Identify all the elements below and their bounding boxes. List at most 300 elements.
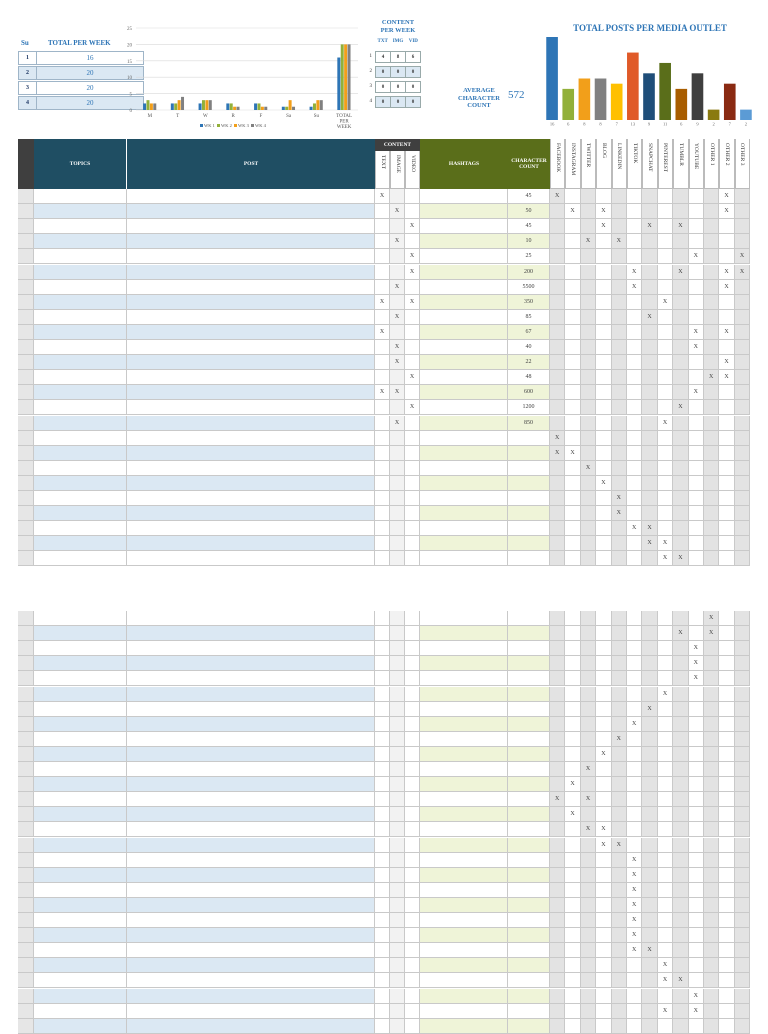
outlet-cell[interactable] [735,868,750,882]
outlet-cell[interactable] [704,671,719,685]
post-cell[interactable] [127,506,375,520]
post-cell[interactable] [127,943,375,957]
outlet-cell[interactable] [704,431,719,445]
text-cell[interactable] [375,536,390,550]
image-cell[interactable] [390,656,405,670]
topic-cell[interactable] [34,732,127,746]
hashtags-cell[interactable] [420,717,508,731]
text-cell[interactable] [375,249,390,263]
outlet-cell[interactable] [596,461,611,475]
outlet-cell[interactable] [581,913,596,927]
outlet-cell[interactable] [565,536,580,550]
image-cell[interactable] [390,611,405,625]
topic-cell[interactable] [34,249,127,263]
outlet-cell[interactable] [704,295,719,309]
outlet-cell[interactable] [596,641,611,655]
outlet-cell[interactable] [704,551,719,565]
topic-cell[interactable] [34,461,127,475]
outlet-cell[interactable]: X [627,913,642,927]
outlet-cell[interactable] [627,551,642,565]
outlet-cell[interactable] [565,265,580,279]
hashtags-cell[interactable] [420,325,508,339]
outlet-cell[interactable] [735,671,750,685]
text-cell[interactable] [375,1019,390,1033]
text-cell[interactable] [375,461,390,475]
outlet-cell[interactable] [704,853,719,867]
outlet-cell[interactable] [719,928,734,942]
outlet-cell[interactable] [596,913,611,927]
text-cell[interactable] [375,626,390,640]
outlet-cell[interactable] [550,671,565,685]
topic-cell[interactable] [34,807,127,821]
outlet-cell[interactable] [704,219,719,233]
outlet-cell[interactable] [627,204,642,218]
text-cell[interactable] [375,370,390,384]
outlet-cell[interactable]: X [565,777,580,791]
post-cell[interactable] [127,838,375,852]
outlet-cell[interactable] [735,883,750,897]
outlet-cell[interactable] [642,400,657,414]
outlet-cell[interactable] [658,340,673,354]
outlet-cell[interactable] [550,656,565,670]
outlet-cell[interactable] [581,189,596,203]
outlet-cell[interactable] [719,521,734,535]
hashtags-cell[interactable] [420,656,508,670]
outlet-cell[interactable] [735,732,750,746]
outlet-cell[interactable] [658,883,673,897]
video-cell[interactable] [405,431,420,445]
topic-cell[interactable] [34,1019,127,1033]
text-cell[interactable] [375,521,390,535]
video-cell[interactable] [405,898,420,912]
outlet-cell[interactable] [565,476,580,490]
video-cell[interactable]: X [405,370,420,384]
video-cell[interactable] [405,973,420,987]
post-cell[interactable] [127,370,375,384]
text-cell[interactable] [375,868,390,882]
topic-cell[interactable] [34,340,127,354]
character-count-cell[interactable] [508,958,550,972]
outlet-cell[interactable] [627,1019,642,1033]
outlet-cell[interactable] [612,928,627,942]
hashtags-cell[interactable] [420,491,508,505]
outlet-cell[interactable] [627,958,642,972]
outlet-cell[interactable] [719,747,734,761]
outlet-cell[interactable] [565,1019,580,1033]
outlet-cell[interactable] [596,928,611,942]
post-cell[interactable] [127,777,375,791]
text-cell[interactable] [375,1004,390,1018]
outlet-cell[interactable] [642,883,657,897]
outlet-cell[interactable] [689,280,704,294]
character-count-cell[interactable]: 40 [508,340,550,354]
video-cell[interactable] [405,868,420,882]
video-cell[interactable] [405,446,420,460]
outlet-cell[interactable] [596,611,611,625]
outlet-cell[interactable] [642,295,657,309]
outlet-cell[interactable] [627,611,642,625]
outlet-cell[interactable] [565,989,580,1003]
hashtags-cell[interactable] [420,280,508,294]
outlet-cell[interactable] [704,355,719,369]
outlet-cell[interactable] [642,777,657,791]
outlet-cell[interactable] [627,370,642,384]
outlet-cell[interactable] [565,671,580,685]
outlet-cell[interactable] [704,506,719,520]
outlet-cell[interactable] [673,958,688,972]
outlet-cell[interactable] [704,1019,719,1033]
outlet-cell[interactable] [735,280,750,294]
video-cell[interactable] [405,913,420,927]
outlet-cell[interactable] [704,838,719,852]
outlet-cell[interactable] [550,416,565,430]
outlet-cell[interactable] [658,400,673,414]
outlet-cell[interactable] [673,416,688,430]
video-cell[interactable] [405,491,420,505]
outlet-cell[interactable] [689,1019,704,1033]
outlet-cell[interactable] [627,822,642,836]
outlet-cell[interactable] [735,234,750,248]
outlet-cell[interactable] [612,943,627,957]
outlet-cell[interactable] [719,792,734,806]
character-count-cell[interactable] [508,928,550,942]
text-cell[interactable] [375,822,390,836]
outlet-cell[interactable] [689,416,704,430]
image-cell[interactable] [390,762,405,776]
image-cell[interactable] [390,491,405,505]
outlet-cell[interactable] [642,551,657,565]
outlet-cell[interactable] [581,400,596,414]
video-cell[interactable] [405,325,420,339]
post-cell[interactable] [127,491,375,505]
outlet-cell[interactable] [658,491,673,505]
outlet-cell[interactable] [612,853,627,867]
outlet-cell[interactable] [612,626,627,640]
outlet-cell[interactable] [735,521,750,535]
outlet-cell[interactable] [612,868,627,882]
outlet-cell[interactable] [673,189,688,203]
outlet-cell[interactable] [565,385,580,399]
outlet-cell[interactable] [612,325,627,339]
hashtags-cell[interactable] [420,370,508,384]
post-cell[interactable] [127,446,375,460]
outlet-cell[interactable] [581,747,596,761]
post-cell[interactable] [127,476,375,490]
outlet-cell[interactable] [550,385,565,399]
outlet-cell[interactable] [565,973,580,987]
outlet-cell[interactable] [581,807,596,821]
outlet-cell[interactable] [658,943,673,957]
outlet-cell[interactable] [642,898,657,912]
outlet-cell[interactable] [689,521,704,535]
outlet-cell[interactable]: X [627,928,642,942]
outlet-cell[interactable] [627,249,642,263]
outlet-cell[interactable] [704,265,719,279]
character-count-cell[interactable] [508,506,550,520]
outlet-cell[interactable] [596,310,611,324]
outlet-cell[interactable] [596,626,611,640]
outlet-cell[interactable] [565,883,580,897]
outlet-cell[interactable] [550,687,565,701]
image-cell[interactable]: X [390,234,405,248]
text-cell[interactable] [375,913,390,927]
hashtags-cell[interactable] [420,626,508,640]
outlet-cell[interactable] [565,280,580,294]
outlet-cell[interactable] [565,355,580,369]
outlet-cell[interactable] [658,792,673,806]
outlet-cell[interactable] [596,265,611,279]
outlet-cell[interactable] [704,943,719,957]
video-cell[interactable]: X [405,400,420,414]
post-cell[interactable] [127,747,375,761]
character-count-cell[interactable] [508,943,550,957]
outlet-cell[interactable] [719,913,734,927]
character-count-cell[interactable]: 22 [508,355,550,369]
topic-cell[interactable] [34,400,127,414]
outlet-cell[interactable] [719,295,734,309]
topic-cell[interactable] [34,822,127,836]
outlet-cell[interactable] [550,868,565,882]
hashtags-cell[interactable] [420,762,508,776]
outlet-cell[interactable] [704,325,719,339]
outlet-cell[interactable]: X [596,204,611,218]
outlet-cell[interactable] [689,853,704,867]
outlet-cell[interactable] [596,189,611,203]
post-cell[interactable] [127,265,375,279]
text-cell[interactable] [375,656,390,670]
outlet-cell[interactable] [673,476,688,490]
outlet-cell[interactable] [642,265,657,279]
outlet-cell[interactable] [565,295,580,309]
outlet-cell[interactable] [689,973,704,987]
outlet-cell[interactable] [627,732,642,746]
topic-cell[interactable] [34,641,127,655]
outlet-cell[interactable] [627,762,642,776]
outlet-cell[interactable] [735,702,750,716]
outlet-cell[interactable] [627,491,642,505]
outlet-cell[interactable] [581,898,596,912]
outlet-cell[interactable]: X [658,958,673,972]
outlet-cell[interactable] [704,958,719,972]
outlet-cell[interactable] [550,400,565,414]
hashtags-cell[interactable] [420,295,508,309]
post-cell[interactable] [127,611,375,625]
outlet-cell[interactable] [719,898,734,912]
image-cell[interactable] [390,838,405,852]
image-cell[interactable] [390,219,405,233]
outlet-cell[interactable] [596,702,611,716]
video-cell[interactable] [405,732,420,746]
outlet-cell[interactable] [673,747,688,761]
post-cell[interactable] [127,416,375,430]
character-count-cell[interactable] [508,1019,550,1033]
outlet-cell[interactable] [565,400,580,414]
image-cell[interactable] [390,747,405,761]
video-cell[interactable] [405,792,420,806]
text-cell[interactable] [375,732,390,746]
video-cell[interactable]: X [405,295,420,309]
outlet-cell[interactable] [627,385,642,399]
outlet-cell[interactable] [658,385,673,399]
outlet-cell[interactable] [658,1019,673,1033]
post-cell[interactable] [127,853,375,867]
character-count-cell[interactable] [508,973,550,987]
outlet-cell[interactable] [581,687,596,701]
outlet-cell[interactable] [612,777,627,791]
outlet-cell[interactable] [565,461,580,475]
topic-cell[interactable] [34,883,127,897]
outlet-cell[interactable] [627,973,642,987]
outlet-cell[interactable] [565,626,580,640]
outlet-cell[interactable] [735,385,750,399]
outlet-cell[interactable] [719,416,734,430]
outlet-cell[interactable] [642,838,657,852]
outlet-cell[interactable] [596,958,611,972]
outlet-cell[interactable] [596,762,611,776]
outlet-cell[interactable] [735,204,750,218]
outlet-cell[interactable] [596,400,611,414]
outlet-cell[interactable] [550,898,565,912]
outlet-cell[interactable] [596,807,611,821]
video-cell[interactable]: X [405,249,420,263]
outlet-cell[interactable] [550,747,565,761]
outlet-cell[interactable] [550,521,565,535]
outlet-cell[interactable] [596,943,611,957]
outlet-cell[interactable] [596,506,611,520]
outlet-cell[interactable]: X [596,476,611,490]
outlet-cell[interactable] [550,838,565,852]
post-cell[interactable] [127,807,375,821]
outlet-cell[interactable]: X [689,671,704,685]
outlet-cell[interactable] [704,491,719,505]
post-cell[interactable] [127,325,375,339]
outlet-cell[interactable] [642,189,657,203]
outlet-cell[interactable] [550,958,565,972]
outlet-cell[interactable] [642,822,657,836]
character-count-cell[interactable] [508,822,550,836]
outlet-cell[interactable] [627,340,642,354]
text-cell[interactable] [375,551,390,565]
image-cell[interactable] [390,671,405,685]
hashtags-cell[interactable] [420,898,508,912]
outlet-cell[interactable] [719,807,734,821]
topic-cell[interactable] [34,898,127,912]
text-cell[interactable] [375,958,390,972]
outlet-cell[interactable] [596,1019,611,1033]
outlet-cell[interactable] [612,1019,627,1033]
text-cell[interactable] [375,400,390,414]
outlet-cell[interactable] [612,898,627,912]
hashtags-cell[interactable] [420,461,508,475]
outlet-cell[interactable]: X [673,219,688,233]
topic-cell[interactable] [34,385,127,399]
text-cell[interactable] [375,491,390,505]
post-cell[interactable] [127,641,375,655]
outlet-cell[interactable] [719,656,734,670]
topic-cell[interactable] [34,928,127,942]
outlet-cell[interactable] [596,355,611,369]
video-cell[interactable] [405,551,420,565]
outlet-cell[interactable] [565,219,580,233]
outlet-cell[interactable] [658,476,673,490]
outlet-cell[interactable] [550,717,565,731]
outlet-cell[interactable]: X [581,792,596,806]
character-count-cell[interactable]: 10 [508,234,550,248]
outlet-cell[interactable] [735,476,750,490]
character-count-cell[interactable] [508,491,550,505]
video-cell[interactable] [405,476,420,490]
topic-cell[interactable] [34,687,127,701]
character-count-cell[interactable]: 200 [508,265,550,279]
character-count-cell[interactable] [508,717,550,731]
outlet-cell[interactable] [673,536,688,550]
outlet-cell[interactable] [689,446,704,460]
outlet-cell[interactable] [642,747,657,761]
outlet-cell[interactable] [658,928,673,942]
video-cell[interactable] [405,204,420,218]
video-cell[interactable] [405,234,420,248]
outlet-cell[interactable] [596,687,611,701]
topic-cell[interactable] [34,310,127,324]
text-cell[interactable] [375,611,390,625]
outlet-cell[interactable] [704,656,719,670]
character-count-cell[interactable] [508,732,550,746]
character-count-cell[interactable] [508,1004,550,1018]
outlet-cell[interactable] [581,1019,596,1033]
outlet-cell[interactable] [642,762,657,776]
text-cell[interactable] [375,476,390,490]
outlet-cell[interactable]: X [658,973,673,987]
outlet-cell[interactable] [550,355,565,369]
outlet-cell[interactable] [550,762,565,776]
outlet-cell[interactable] [673,491,688,505]
outlet-cell[interactable] [565,310,580,324]
outlet-cell[interactable] [581,717,596,731]
post-cell[interactable] [127,249,375,263]
outlet-cell[interactable] [673,355,688,369]
outlet-cell[interactable] [658,265,673,279]
outlet-cell[interactable] [704,717,719,731]
text-cell[interactable] [375,671,390,685]
outlet-cell[interactable] [596,656,611,670]
hashtags-cell[interactable] [420,671,508,685]
outlet-cell[interactable] [642,340,657,354]
text-cell[interactable] [375,777,390,791]
topic-cell[interactable] [34,717,127,731]
outlet-cell[interactable] [550,777,565,791]
outlet-cell[interactable]: X [596,219,611,233]
outlet-cell[interactable] [612,792,627,806]
outlet-cell[interactable] [658,762,673,776]
outlet-cell[interactable] [673,521,688,535]
outlet-cell[interactable] [581,431,596,445]
outlet-cell[interactable] [704,476,719,490]
outlet-cell[interactable] [642,385,657,399]
topic-cell[interactable] [34,853,127,867]
outlet-cell[interactable] [689,717,704,731]
outlet-cell[interactable]: X [673,551,688,565]
outlet-cell[interactable] [735,446,750,460]
character-count-cell[interactable] [508,762,550,776]
outlet-cell[interactable] [642,234,657,248]
video-cell[interactable] [405,310,420,324]
image-cell[interactable] [390,717,405,731]
video-cell[interactable] [405,747,420,761]
text-cell[interactable] [375,943,390,957]
outlet-cell[interactable]: X [719,355,734,369]
outlet-cell[interactable] [627,446,642,460]
outlet-cell[interactable] [581,883,596,897]
